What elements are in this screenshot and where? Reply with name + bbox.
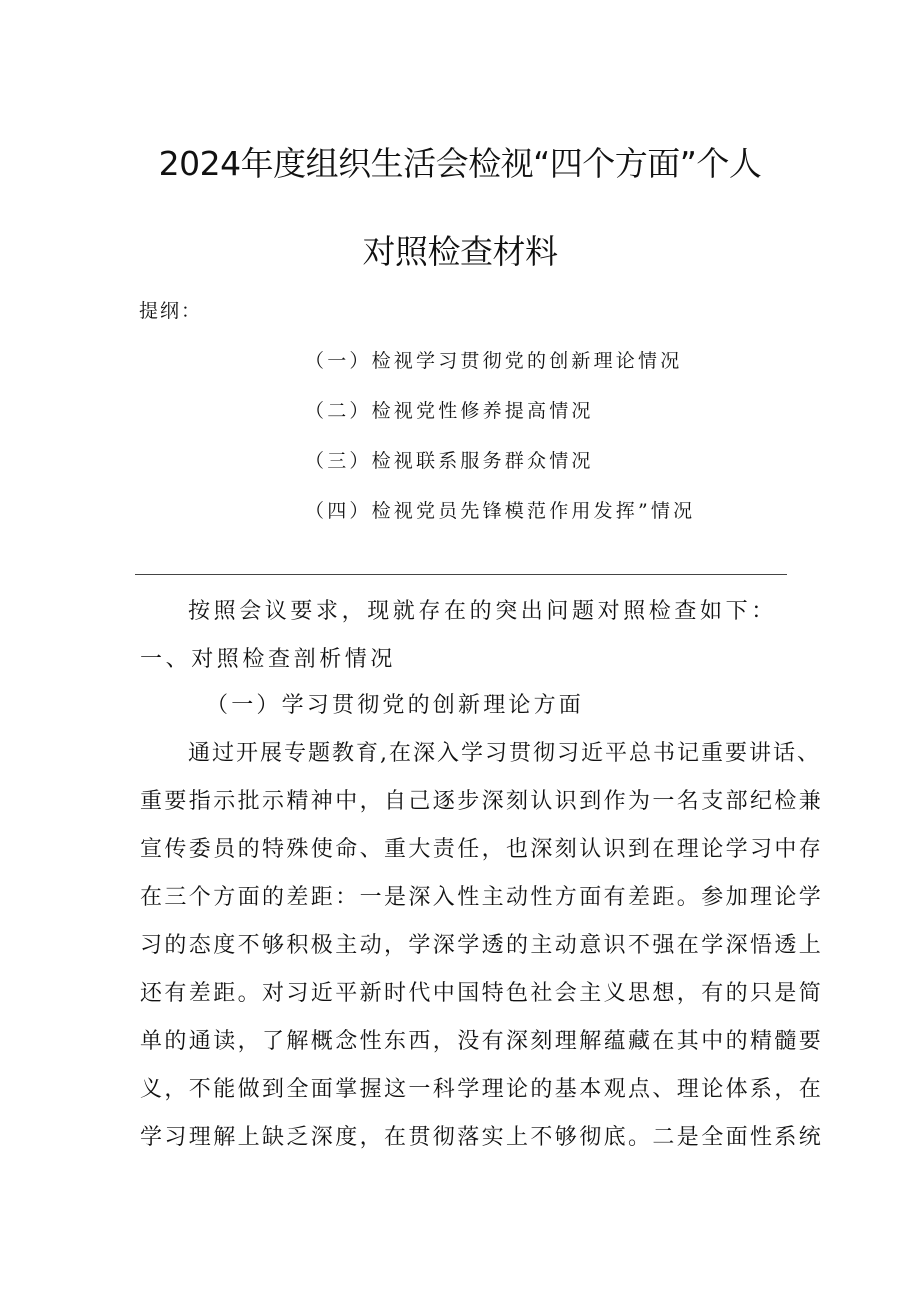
section-heading: 一、对照检查剖析情况 — [140, 647, 397, 672]
document-title-line-1: 2024年度组织生活会检视“四个方面”个人 — [158, 144, 762, 183]
paragraph-line: 习的态度不够积极主动，学深学透的主动意识不强在学深悟透上 — [140, 933, 824, 958]
outline-label: 提纲： — [139, 300, 203, 322]
intro-sentence: 按照会议要求，现就存在的突出问题对照检查如下： — [188, 599, 777, 624]
outline-item-1: （一）检视学习贯彻党的创新理论情况 — [305, 350, 683, 372]
subsection-heading: （一）学习贯彻党的创新理论方面 — [206, 693, 585, 718]
paragraph-line: 宣传委员的特殊使命、重大责任，也深刻认识到在理论学习中存 — [140, 837, 824, 862]
paragraph-line: 在三个方面的差距：一是深入性主动性方面有差距。参加理论学 — [140, 885, 824, 910]
outline-item-4: （四）检视党员先锋模范作用发挥”情况 — [305, 500, 696, 522]
outline-item-3: （三）检视联系服务群众情况 — [305, 450, 594, 472]
paragraph-line: 单的通读，了解概念性东西，没有深刻理解蕴藏在其中的精髓要 — [140, 1029, 824, 1054]
paragraph-line: 通过开展专题教育,在深入学习贯彻习近平总书记重要讲话、 — [188, 741, 821, 766]
outline-item-2: （二）检视党性修养提高情况 — [305, 400, 594, 422]
paragraph-line: 还有差距。对习近平新时代中国特色社会主义思想，有的只是简 — [140, 981, 824, 1006]
section-divider — [135, 574, 787, 575]
paragraph-line: 学习理解上缺乏深度，在贯彻落实上不够彻底。二是全面性系统 — [140, 1125, 824, 1150]
paragraph-line: 重要指示批示精神中，自己逐步深刻认识到作为一名支部纪检兼 — [140, 789, 824, 814]
document-title-line-2: 对照检查材料 — [362, 232, 558, 271]
paragraph-line: 义，不能做到全面掌握这一科学理论的基本观点、理论体系，在 — [140, 1077, 824, 1102]
